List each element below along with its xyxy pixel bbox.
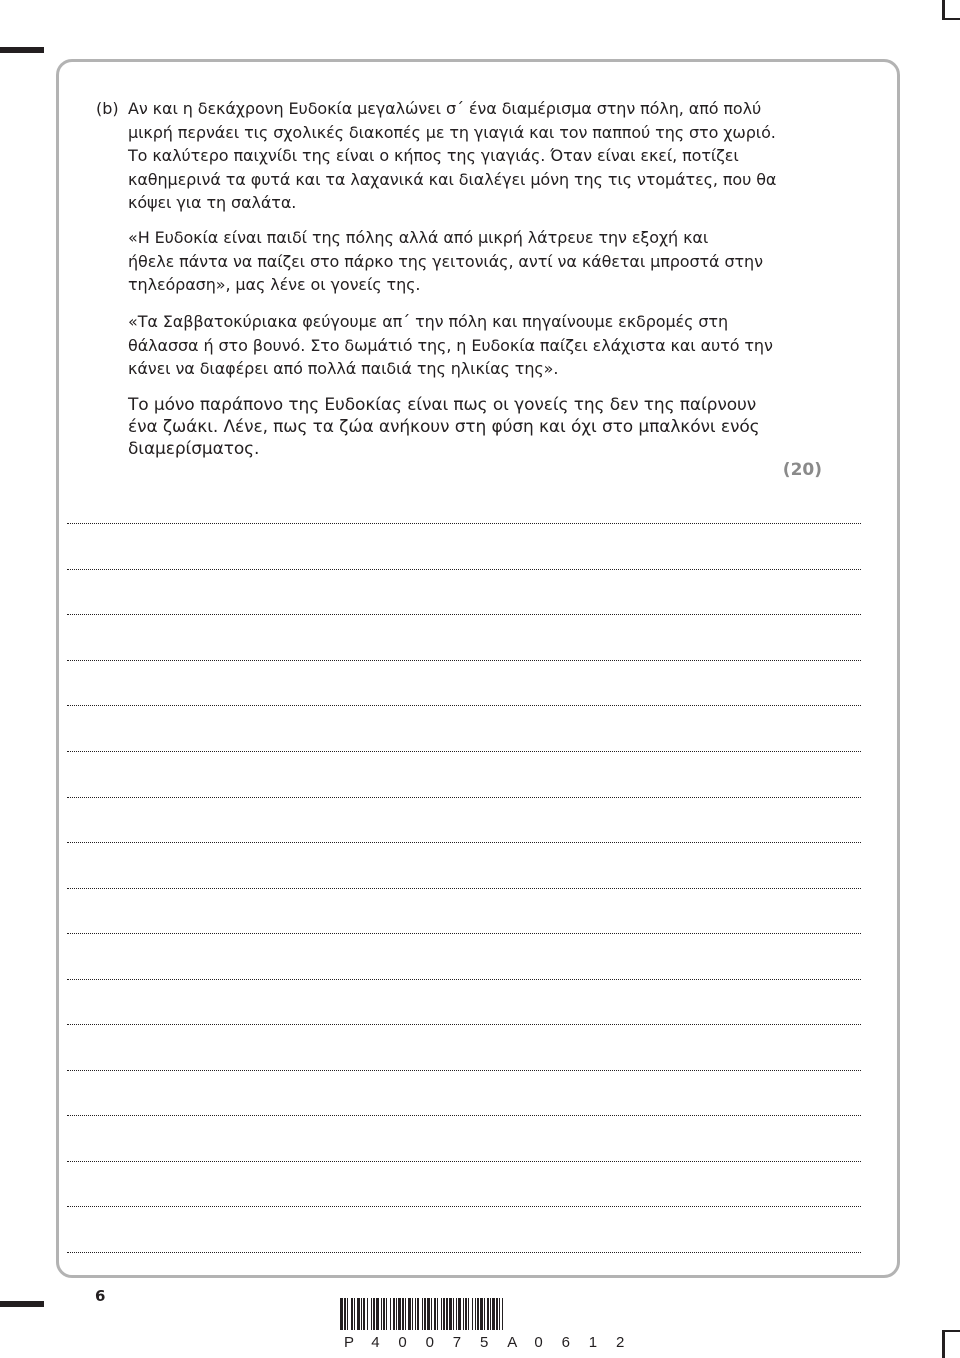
marks-label: (20) (782, 460, 822, 480)
question-paragraph-2 (128, 226, 788, 297)
barcode-character: P (344, 1334, 355, 1351)
barcode-bar (381, 1298, 382, 1330)
answer-line (67, 1252, 861, 1253)
text-line: θάλασσα ή στο βουνό. Στο δωμάτιό της, η Ευδοκία παίζει ελάχιστα και αυτό την (128, 335, 773, 355)
barcode-bar (502, 1298, 503, 1330)
barcode-character: 7 (452, 1334, 462, 1351)
text-line: «Η Ευδοκία είναι παιδί της πόλης αλλά από μικρή λάτρευε την εξοχή και (128, 228, 709, 247)
barcode-bar (441, 1298, 442, 1330)
barcode-bar (367, 1298, 368, 1330)
barcode-bar (480, 1298, 483, 1330)
barcode-bar (396, 1298, 397, 1330)
question-paragraph-3 (128, 310, 788, 381)
barcode-character: 5 (480, 1334, 489, 1351)
barcode-bar (373, 1298, 375, 1330)
answer-line (67, 888, 861, 889)
answer-line (67, 660, 861, 661)
answer-line (67, 1115, 861, 1116)
barcode-bar (477, 1298, 479, 1330)
barcode-bar (422, 1298, 423, 1330)
barcode-bar (453, 1298, 454, 1330)
answer-line (67, 523, 861, 524)
barcode-bar (472, 1298, 473, 1330)
barcode-bar (415, 1298, 416, 1330)
barcode-bar (371, 1298, 372, 1330)
barcode-bar (386, 1298, 387, 1330)
text-line: Το καλύτερο παιχνίδι της είναι ο κήπος της γιαγιάς. Όταν είναι εκεί, ποτίζει (128, 146, 739, 165)
answer-line (67, 1206, 861, 1207)
answer-line (67, 705, 861, 706)
question-paragraph-1 (128, 97, 788, 215)
barcode-bar (456, 1298, 457, 1330)
text-line: Αν και η δεκάχρονη Ευδοκία μεγαλώνει σ΄ ένα διαμέρισμα στην πόλη, από πολύ (128, 99, 762, 118)
text-line: καθημερινά τα φυτά και τα λαχανικά και διαλέγει μόνη της τις ντομάτες, που θα (128, 169, 777, 189)
crop-mark-bottom-right-horizontal (942, 1330, 960, 1332)
text-line: τηλεόραση», μας λένε οι γονείς της. (128, 275, 421, 294)
crop-mark-top-right-vertical (942, 0, 945, 20)
barcode-bar (344, 1298, 346, 1330)
answer-line (67, 933, 861, 934)
barcode-bar (463, 1298, 464, 1330)
question-part-label: (b) (96, 99, 119, 118)
answer-line (67, 751, 861, 752)
barcode-bar (390, 1298, 391, 1330)
crop-mark-top-right-horizontal (942, 18, 960, 20)
barcode-bar (499, 1298, 500, 1330)
barcode-bar (417, 1298, 419, 1330)
barcode-character: 6 (561, 1334, 570, 1351)
answer-line (67, 797, 861, 798)
text-line: διαμερίσματος. (128, 439, 260, 459)
barcode-bar (398, 1298, 401, 1330)
barcode-character: 0 (425, 1334, 434, 1351)
barcode-bar (446, 1298, 448, 1330)
barcode-bar (434, 1298, 436, 1330)
text-line: Το μόνο παράπονο της Ευδοκίας είναι πως οι γονείς της δεν της παίρνουν (128, 395, 757, 415)
barcode-bar (427, 1298, 430, 1330)
barcode-bar (475, 1298, 476, 1330)
barcode-bar (412, 1298, 413, 1330)
barcode-bar (383, 1298, 385, 1330)
barcode-bar (361, 1298, 362, 1330)
barcode (340, 1298, 652, 1330)
answer-line (67, 1161, 861, 1162)
barcode-bar (340, 1298, 343, 1330)
barcode-bar (443, 1298, 445, 1330)
barcode-bar (408, 1298, 411, 1330)
barcode-bar (424, 1298, 426, 1330)
barcode-bar (468, 1298, 469, 1330)
text-line: κάνει να διαφέρει από πολλά παιδιά της ηλικίας της». (128, 359, 559, 378)
barcode-bar (363, 1298, 365, 1330)
answer-line (67, 569, 861, 570)
text-line: ήθελε πάντα να παίζει στο πάρκο της γειτονιάς, αντί να κάθεται μπροστά στην (128, 251, 763, 271)
answer-line (67, 842, 861, 843)
question-paragraph-4 (128, 394, 788, 460)
barcode-character: 4 (371, 1334, 380, 1351)
barcode-bar (437, 1298, 438, 1330)
barcode-character: 0 (534, 1334, 543, 1351)
page-number: 6 (95, 1287, 106, 1305)
barcode-bar (405, 1298, 406, 1330)
barcode-bar (354, 1298, 355, 1330)
barcode-bar (351, 1298, 353, 1330)
crop-mark-top-left (0, 47, 44, 53)
barcode-bar (487, 1298, 489, 1330)
answer-line (67, 1070, 861, 1071)
barcode-bar (465, 1298, 467, 1330)
crop-mark-bottom-left (0, 1301, 44, 1307)
text-line: ένα ζωάκι. Λένε, πως τα ζώα ανήκουν στη φύση και όχι στο μπαλκόνι ενός (128, 417, 760, 437)
crop-mark-bottom-right-vertical (942, 1330, 945, 1358)
barcode-bar (492, 1298, 495, 1330)
text-line: «Τα Σαββατοκύριακα φεύγουμε απ΄ την πόλη και πηγαίνουμε εκδρομές στη (128, 312, 728, 331)
barcode-bar (347, 1298, 348, 1330)
answer-line (67, 1024, 861, 1025)
barcode-bar (490, 1298, 491, 1330)
barcode-bar (458, 1298, 461, 1330)
barcode-bar (496, 1298, 498, 1330)
barcode-bar (484, 1298, 485, 1330)
barcode-character: 0 (398, 1334, 407, 1351)
barcode-bar (376, 1298, 379, 1330)
text-line: μικρή περνάει τις σχολικές διακοπές με τη γιαγιά και τον παππού της στο χωριό. (128, 122, 776, 142)
text-line: κόψει για τη σαλάτα. (128, 193, 297, 212)
barcode-bar (449, 1298, 452, 1330)
barcode-character: 1 (588, 1334, 598, 1351)
answer-line (67, 979, 861, 980)
barcode-character: 2 (616, 1334, 625, 1351)
barcode-character: A (507, 1334, 518, 1351)
barcode-bar (357, 1298, 360, 1330)
barcode-bar (402, 1298, 404, 1330)
barcode-bar (431, 1298, 432, 1330)
barcode-bar (393, 1298, 395, 1330)
answer-line (67, 614, 861, 615)
